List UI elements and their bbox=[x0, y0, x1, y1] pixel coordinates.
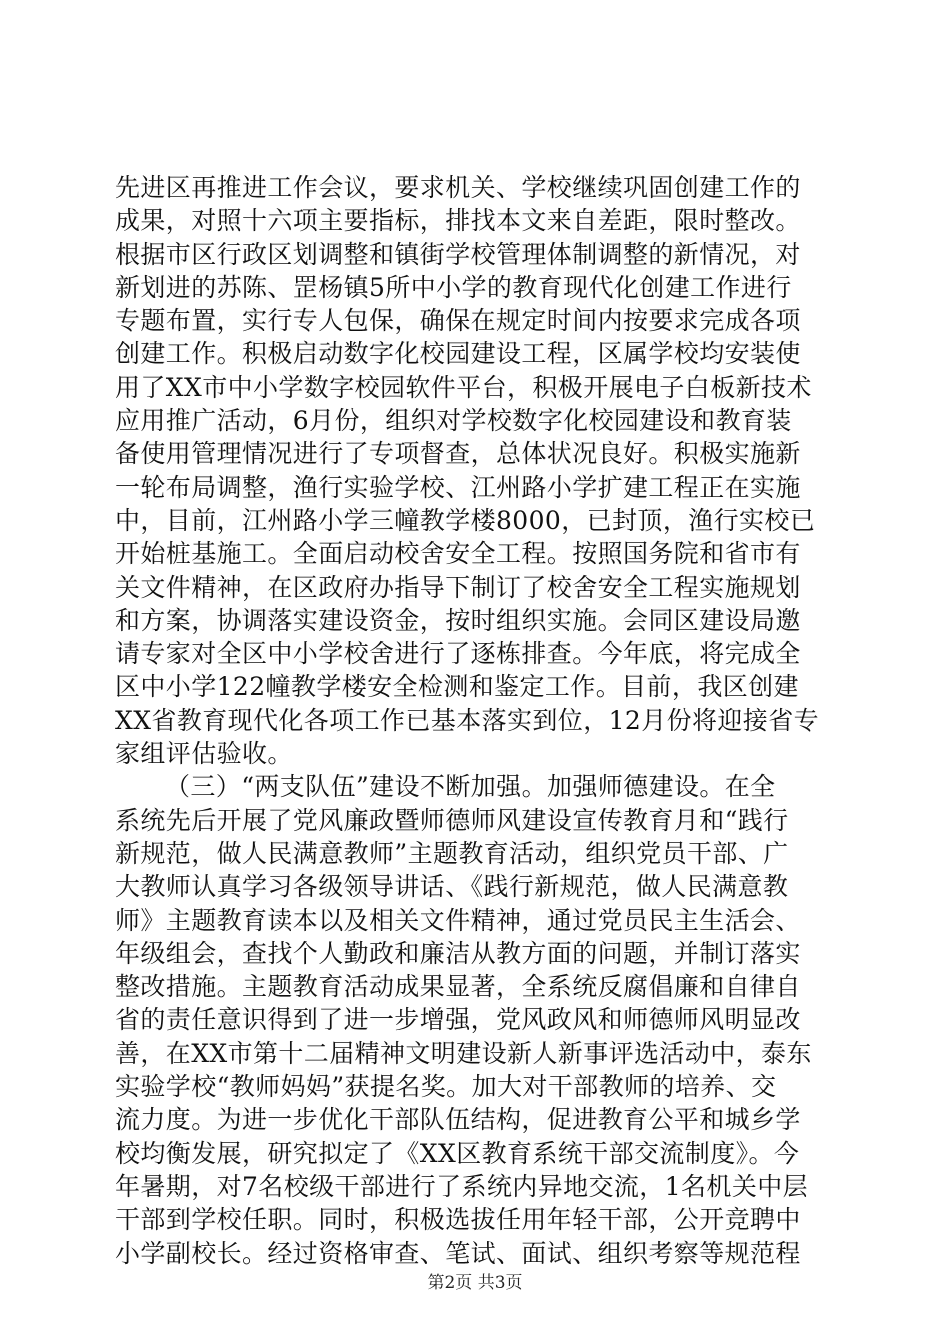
text-line: XX省教育现代化各项工作已基本落实到位，12月份将迎接省专 bbox=[115, 705, 820, 735]
text-line: 实验学校“教师妈妈”获提名奖。加大对干部教师的培养、交 bbox=[115, 1072, 777, 1102]
text-line: 家组评估验收。 bbox=[115, 739, 293, 769]
text-line: 中，目前，江州路小学三幢教学楼8000，已封顶，渔行实校已 bbox=[115, 505, 816, 535]
text-line: 整改措施。主题教育活动成果显著，全系统反腐倡廉和自律自 bbox=[115, 972, 801, 1002]
text-line: 先进区再推进工作会议，要求机关、学校继续巩固创建工作的 bbox=[115, 173, 801, 202]
text-line: 年级组会，查找个人勤政和廉洁从教方面的问题，并制订落实 bbox=[115, 938, 801, 968]
section-heading-line: （三）“两支队伍”建设不断加强。加强师德建设。在全 bbox=[165, 772, 776, 802]
text-line: 成果，对照十六项主要指标，排找本文来自差距，限时整改。 bbox=[115, 206, 801, 236]
text-line: 善，在XX市第十二届精神文明建设新人新事评选活动中，泰东 bbox=[115, 1038, 812, 1068]
text-line: 一轮布局调整，渔行实验学校、江州路小学扩建工程正在实施 bbox=[115, 472, 801, 502]
text-line: 和方案，协调落实建设资金，按时组织实施。会同区建设局邀 bbox=[115, 605, 801, 635]
text-line: 备使用管理情况进行了专项督查，总体状况良好。积极实施新 bbox=[115, 439, 801, 469]
text-line: 系统先后开展了党风廉政暨师德师风建设宣传教育月和“践行 bbox=[115, 805, 789, 835]
text-line: 师》主题教育读本以及相关文件精神，通过党员民主生活会、 bbox=[115, 905, 801, 935]
text-line: 根据市区行政区划调整和镇街学校管理体制调整的新情况，对 bbox=[115, 239, 801, 269]
text-line: 请专家对全区中小学校舍进行了逐栋排查。今年底，将完成全 bbox=[115, 639, 801, 669]
text-line: 干部到学校任职。同时，积极选拔任用年轻干部，公开竞聘中 bbox=[115, 1205, 801, 1235]
text-line: 流力度。为进一步优化干部队伍结构，促进教育公平和城乡学 bbox=[115, 1105, 801, 1135]
page-footer bbox=[0, 1272, 950, 1294]
text-line: 年暑期，对7名校级干部进行了系统内异地交流，1名机关中层 bbox=[115, 1171, 809, 1201]
text-line: 新划进的苏陈、罡杨镇5所中小学的教育现代化创建工作进行 bbox=[115, 272, 792, 302]
text-line: 新规范，做人民满意教师”主题教育活动，组织党员干部、广 bbox=[115, 838, 789, 868]
text-line: 省的责任意识得到了进一步增强，党风政风和师德师风明显改 bbox=[115, 1005, 801, 1035]
text-line: 创建工作。积极启动数字化校园建设工程，区属学校均安装使 bbox=[115, 339, 801, 369]
document-body bbox=[115, 171, 837, 1270]
text-line: 应用推广活动，6月份，组织对学校数字化校园建设和教育装 bbox=[115, 406, 792, 436]
text-line: 小学副校长。经过资格审查、笔试、面试、组织考察等规范程 bbox=[115, 1238, 801, 1268]
text-line: 关文件精神，在区政府办指导下制订了校舍安全工程实施规划 bbox=[115, 572, 801, 602]
text-line: 区中小学122幢教学楼安全检测和鉴定工作。目前，我区创建 bbox=[115, 672, 799, 702]
text-line: 专题布置，实行专人包保，确保在规定时间内按要求完成各项 bbox=[115, 306, 801, 336]
page-number-label: 第2页 共3页 bbox=[427, 1273, 523, 1293]
text-line: 大教师认真学习各级领导讲话、《践行新规范，做人民满意教 bbox=[115, 872, 789, 902]
text-line: 开始桩基施工。全面启动校舍安全工程。按照国务院和省市有 bbox=[115, 539, 801, 569]
text-line: 用了XX市中小学数字校园软件平台，积极开展电子白板新技术 bbox=[115, 372, 812, 402]
text-line: 校均衡发展，研究拟定了《XX区教育系统干部交流制度》。今 bbox=[115, 1138, 800, 1168]
